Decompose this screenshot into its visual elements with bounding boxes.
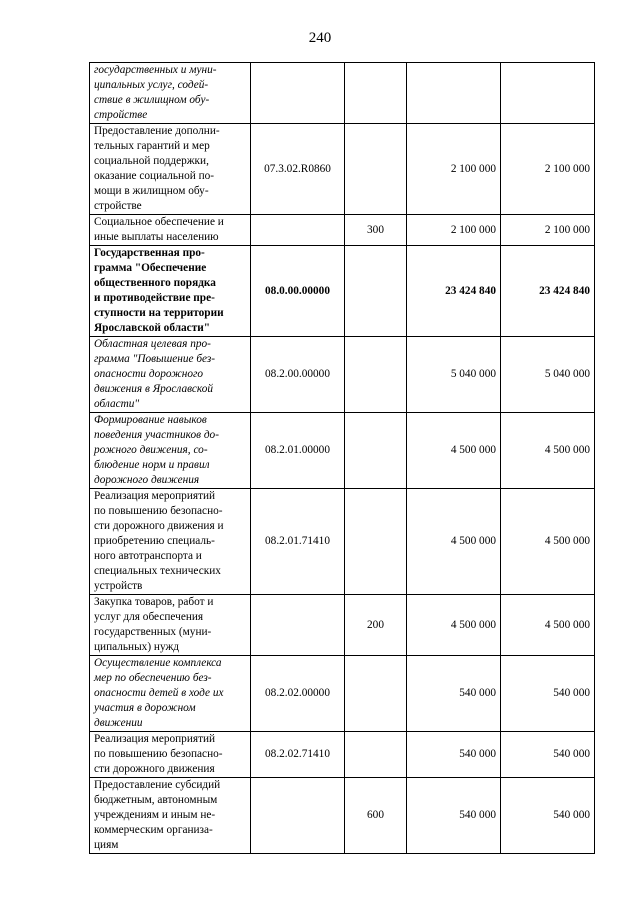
cell-name-line: грамма "Повышение без- <box>94 353 216 365</box>
cell-expense-type <box>345 63 407 124</box>
cell-name <box>90 337 251 413</box>
cell-name-line: социальной поддержки, <box>94 155 209 167</box>
cell-sum-year-1 <box>407 63 501 124</box>
cell-name-line: государственных (муни- <box>94 626 212 638</box>
cell-name-line: специальных технических <box>94 565 221 577</box>
cell-name-line: устройств <box>94 580 143 592</box>
budget-table-body <box>90 63 595 854</box>
cell-sum-year-2: 2 100 000 <box>501 124 595 215</box>
cell-name-line: области" <box>94 398 140 410</box>
cell-sum-year-2: 4 500 000 <box>501 489 595 595</box>
table-row <box>90 63 595 124</box>
cell-name-line: Осуществление комплекса <box>94 657 222 669</box>
cell-name-line: общественного порядка <box>94 277 216 289</box>
table-row <box>90 215 595 246</box>
cell-code <box>251 63 345 124</box>
cell-name-line: дорожного движения <box>94 474 200 486</box>
cell-name <box>90 246 251 337</box>
cell-sum-year-2: 23 424 840 <box>501 246 595 337</box>
cell-name-line: рожного движения, со- <box>94 444 208 456</box>
cell-name <box>90 595 251 656</box>
table-row <box>90 732 595 778</box>
cell-name-line: Социальное обеспечение и <box>94 216 224 228</box>
cell-name-line: ствие в жилищном обу- <box>94 94 210 106</box>
cell-name-line: учреждениям и иным не- <box>94 809 216 821</box>
cell-expense-type <box>345 413 407 489</box>
cell-name <box>90 656 251 732</box>
cell-name-line: грамма "Обеспечение <box>94 262 207 274</box>
cell-name-line: мер по обеспечению без- <box>94 672 212 684</box>
cell-name <box>90 489 251 595</box>
cell-name-line: сти дорожного движения <box>94 763 215 775</box>
cell-expense-type <box>345 732 407 778</box>
cell-expense-type: 300 <box>345 215 407 246</box>
cell-sum-year-2: 4 500 000 <box>501 595 595 656</box>
cell-code: 08.2.01.00000 <box>251 413 345 489</box>
cell-name-line: ного автотранспорта и <box>94 550 202 562</box>
cell-sum-year-1: 540 000 <box>407 656 501 732</box>
cell-name-line: опасности детей в ходе их <box>94 687 224 699</box>
cell-name-line: иные выплаты населению <box>94 231 219 243</box>
cell-name-line: Государственная про- <box>94 247 205 259</box>
cell-code: 08.2.02.00000 <box>251 656 345 732</box>
cell-name <box>90 413 251 489</box>
cell-code: 08.2.00.00000 <box>251 337 345 413</box>
cell-name <box>90 124 251 215</box>
cell-sum-year-2: 4 500 000 <box>501 413 595 489</box>
cell-name-line: государственных и муни- <box>94 64 217 76</box>
cell-name-line: сти дорожного движения и <box>94 520 224 532</box>
cell-name-line: движения в Ярославской <box>94 383 214 395</box>
cell-name-line: тельных гарантий и мер <box>94 140 210 152</box>
cell-name-line: мощи в жилищном обу- <box>94 185 209 197</box>
table-row <box>90 246 595 337</box>
cell-sum-year-1: 23 424 840 <box>407 246 501 337</box>
cell-code: 07.3.02.R0860 <box>251 124 345 215</box>
table-row <box>90 489 595 595</box>
table-row <box>90 595 595 656</box>
cell-expense-type <box>345 489 407 595</box>
cell-name-line: циям <box>94 839 119 851</box>
cell-sum-year-1: 5 040 000 <box>407 337 501 413</box>
cell-code: 08.2.02.71410 <box>251 732 345 778</box>
cell-expense-type <box>345 656 407 732</box>
cell-name-line: и противодействие пре- <box>94 292 215 304</box>
cell-name-line: по повышению безопасно- <box>94 505 223 517</box>
cell-sum-year-2: 5 040 000 <box>501 337 595 413</box>
cell-sum-year-2 <box>501 63 595 124</box>
table-row <box>90 337 595 413</box>
cell-sum-year-1: 2 100 000 <box>407 215 501 246</box>
cell-sum-year-2: 2 100 000 <box>501 215 595 246</box>
cell-sum-year-1: 540 000 <box>407 778 501 854</box>
cell-expense-type <box>345 337 407 413</box>
cell-name-line: Предоставление субсидий <box>94 779 221 791</box>
budget-table <box>89 62 595 854</box>
cell-code: 08.0.00.00000 <box>251 246 345 337</box>
table-row <box>90 124 595 215</box>
page-number: 240 <box>308 30 332 46</box>
cell-name-line: бюджетным, автономным <box>94 794 218 806</box>
cell-name-line: Формирование навыков <box>94 414 207 426</box>
cell-name-line: коммерческим организа- <box>94 824 213 836</box>
cell-name <box>90 732 251 778</box>
cell-name <box>90 215 251 246</box>
cell-name-line: поведения участников до- <box>94 429 219 441</box>
cell-name-line: стройстве <box>94 109 148 121</box>
cell-name-line: движении <box>94 717 143 729</box>
cell-name-line: по повышению безопасно- <box>94 748 223 760</box>
cell-sum-year-1: 4 500 000 <box>407 595 501 656</box>
cell-name-line: блюдение норм и правил <box>94 459 210 471</box>
cell-name-line: ступности на территории <box>94 307 224 319</box>
cell-name-line: стройстве <box>94 200 142 212</box>
cell-sum-year-1: 2 100 000 <box>407 124 501 215</box>
cell-name-line: ципальных) нужд <box>94 641 180 653</box>
cell-expense-type: 200 <box>345 595 407 656</box>
cell-sum-year-1: 4 500 000 <box>407 413 501 489</box>
cell-name-line: Ярославской области" <box>94 322 211 334</box>
cell-name-line: Закупка товаров, работ и <box>94 596 214 608</box>
cell-name-line: Реализация мероприятий <box>94 490 216 502</box>
cell-code <box>251 595 345 656</box>
cell-name-line: участия в дорожном <box>94 702 196 714</box>
cell-expense-type: 600 <box>345 778 407 854</box>
cell-name-line: услуг для обеспечения <box>94 611 204 623</box>
cell-name-line: ципальных услуг, содей- <box>94 79 209 91</box>
table-row <box>90 413 595 489</box>
cell-sum-year-1: 4 500 000 <box>407 489 501 595</box>
cell-code: 08.2.01.71410 <box>251 489 345 595</box>
cell-sum-year-2: 540 000 <box>501 732 595 778</box>
cell-name-line: Предоставление дополни- <box>94 125 220 137</box>
cell-name-line: приобретению специаль- <box>94 535 215 547</box>
cell-expense-type <box>345 124 407 215</box>
cell-code <box>251 215 345 246</box>
cell-sum-year-2: 540 000 <box>501 778 595 854</box>
table-row <box>90 656 595 732</box>
cell-expense-type <box>345 246 407 337</box>
cell-name <box>90 778 251 854</box>
cell-sum-year-1: 540 000 <box>407 732 501 778</box>
cell-name-line: опасности дорожного <box>94 368 204 380</box>
cell-name-line: Областная целевая про- <box>94 338 211 350</box>
cell-name-line: оказание социальной по- <box>94 170 215 182</box>
table-row <box>90 778 595 854</box>
cell-name-line: Реализация мероприятий <box>94 733 216 745</box>
cell-code <box>251 778 345 854</box>
cell-sum-year-2: 540 000 <box>501 656 595 732</box>
cell-name <box>90 63 251 124</box>
